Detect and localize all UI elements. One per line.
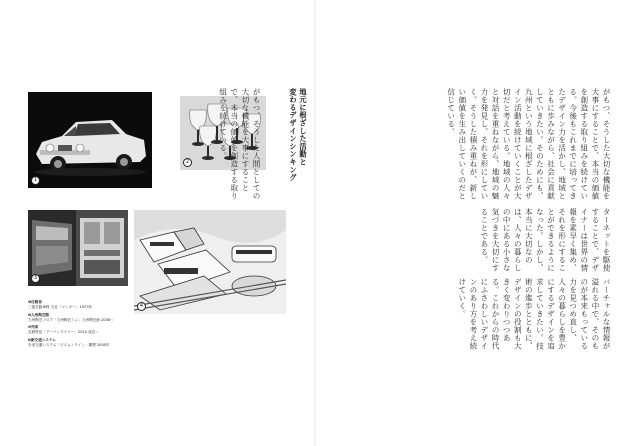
photo-number-3: 3 (31, 274, 40, 283)
caption-head: ❹新交通システム (28, 337, 56, 342)
heading-line-2: 変わるデザインシンキング (289, 88, 298, 182)
left-body-text-1: がもつ、そうした人間としての大切な機能を大事にすることで、本当の価値を創造する取り組みを続けている。 (218, 88, 261, 200)
right-body-text-bottom: バーチャルな情報が溢れる中で、そのものが本来もっている力を見つめ直し、人々の暮らしを豊かにするデザインを追求していきたい。技術の進歩とともに、デザインの役割も大きく変わりつつある。これからの時代にふさわしいデザインのあり方を考え続けていく。 (457, 278, 611, 350)
photo-number-2: 2 (183, 158, 192, 167)
caption-4 (28, 338, 148, 348)
caption-text: 未来交通システム「ビジョンライン」構想 2005年 (28, 342, 110, 347)
right-body-text-middle: ターネットを駆使することで、デザイナーは世界の情報を素早く集め、それを形にすることができるようになった。しかし、本当に大切なのは、人々の暮らしの中にある小さな気づきを大切にすることである。 (479, 208, 611, 272)
caption-2 (28, 313, 148, 323)
right-body-text-top: がもつ、そうした大切な機能を大事にすることで、本当の価値を創造する取り組みを続けている。今後もこれまでに培ってきたデザイン力を活かし、地域とともに歩みながら、社会に貢献していきたい。そのためにも、九州という地域に根ざしたデザイン活動を続けていくことが大切だと考えている。地域の人々と対話を重ねながら、地域の魅力を発見し、それを形にしていく。そうした積み重ねが、新しい価値を生み出していくのだと信じている。 (446, 88, 611, 200)
left-page (0, 0, 314, 446)
caption-text: 近鉄特急「アーバンライナー」2015 改訂〜 (28, 330, 99, 335)
caption-head: ❶自動車 (28, 300, 42, 304)
heading-line-1: 地元に根ざした活動と (299, 88, 308, 166)
right-page (316, 0, 630, 446)
photo-captions (28, 300, 148, 350)
car-photo (28, 92, 152, 188)
caption-1 (28, 300, 148, 310)
train-photo (28, 210, 128, 286)
caption-3 (28, 325, 148, 335)
caption-head: ❸列車 (28, 325, 39, 330)
section-heading (264, 88, 308, 198)
caption-head: ❷九州陶芸館 (28, 312, 50, 317)
caption-text: 三菱自動車株 当社「マンキー」1973年 (28, 305, 93, 310)
transit-illustration (134, 210, 286, 314)
photo-number-1: 1 (31, 176, 40, 185)
photo-number-4: 4 (137, 302, 146, 311)
caption-text: 九州陶芸フロア「九州陶芸ミニ」九州陶芸館 2008〜 (28, 317, 114, 322)
